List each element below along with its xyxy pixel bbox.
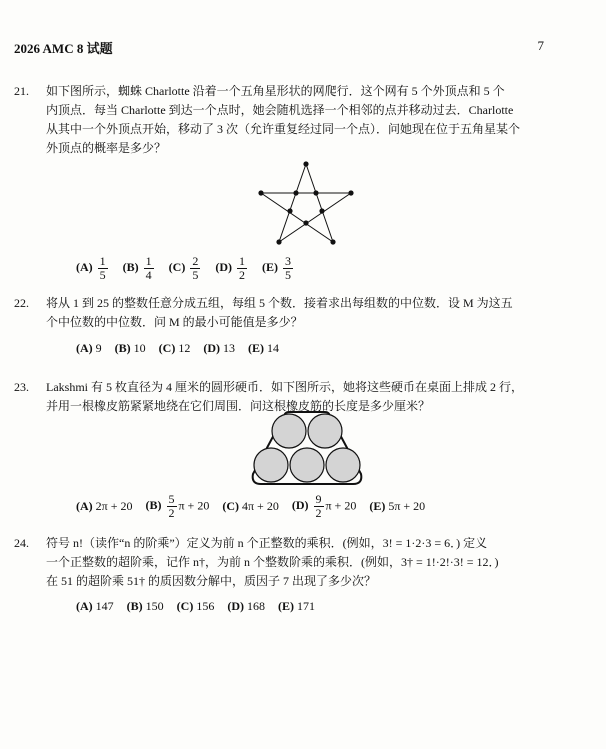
question-text-line: 一个正整数的超阶乘，记作 n†，为前 n 个整数阶乘的乘积．(例如，3† = 1!·2!·3! = 12．) — [46, 555, 499, 569]
question-text-line: 外顶点的概率是多少？ — [46, 141, 167, 155]
outer-vertex — [258, 190, 263, 195]
question-text-line: 并用一根橡皮筋紧紧地绕在它们周围．问这根橡皮筋的长度是多少厘米？ — [46, 399, 431, 413]
question-number: 23. — [14, 380, 29, 394]
answer-choice[interactable]: (B) 10 — [114, 340, 146, 355]
answer-choice[interactable]: (D) 13 — [203, 340, 236, 355]
coin — [308, 414, 342, 448]
inner-vertex — [319, 208, 324, 213]
question-22 — [14, 294, 556, 332]
question-text-line: 个中位数的中位数．问 M 的最小可能值是多少？ — [46, 315, 303, 329]
outer-vertex — [348, 190, 353, 195]
question-number: 21. — [14, 84, 29, 98]
answer-choice[interactable]: (B) 150 — [126, 598, 164, 613]
answer-choice[interactable]: (C) 4π + 20 — [222, 499, 279, 513]
coins-figure — [248, 410, 366, 488]
answer-choice[interactable]: (A) 2π + 20 — [76, 499, 133, 513]
answer-choice[interactable]: (D) $\frac{9}{2}$ π + 20 — [291, 492, 357, 520]
answer-choice[interactable]: (E) $\frac{3}{5}$ — [262, 254, 292, 282]
inner-vertex — [313, 190, 318, 195]
outer-vertex — [276, 239, 281, 244]
coin — [290, 448, 324, 482]
answer-choice[interactable]: (E) 14 — [248, 340, 280, 355]
outer-vertex — [330, 239, 335, 244]
answer-choice[interactable]: (A) 9 — [76, 340, 102, 355]
question-text-line: 内顶点．每当 Charlotte 到达一个点时，她会随机选择一个相邻的点并移动过去．Charlotte — [46, 103, 514, 117]
answer-choices-22 — [76, 340, 289, 356]
question-text-line: 从其中一个外顶点开始，移动了 3 次（允许重复经过同一个点）．问她现在位于五角星某个 — [46, 122, 521, 136]
answer-choice[interactable]: (C) 156 — [176, 598, 215, 613]
question-number: 22. — [14, 296, 29, 310]
coin — [326, 448, 360, 482]
question-number: 24. — [14, 536, 29, 550]
question-text-line: 在 51 的超阶乘 51† 的质因数分解中，质因子 7 出现了多少次？ — [46, 574, 377, 588]
answer-choice[interactable]: (A) $\frac{1}{5}$ — [76, 254, 106, 282]
answer-choice[interactable]: (B) $\frac{1}{4}$ — [122, 254, 152, 282]
answer-choice[interactable]: (A) 147 — [76, 598, 114, 613]
outer-vertex — [303, 161, 308, 166]
header-title: 2026 AMC 8 试题 — [14, 41, 113, 56]
question-24 — [14, 534, 556, 591]
answer-choices-23 — [76, 493, 435, 520]
coin — [254, 448, 288, 482]
inner-vertex — [293, 190, 298, 195]
answer-choice[interactable]: (E) 171 — [278, 598, 316, 613]
question-text-line: 将从 1 到 25 的整数任意分成五组，每组 5 个数．接着求出每组数的中位数．设 M 为这五 — [46, 296, 513, 310]
inner-vertex — [303, 220, 308, 225]
question-text-line: 符号 n!（读作“n 的阶乘”）定义为前 n 个正整数的乘积．(例如，3! = 1·2·3 = 6．) 定义 — [46, 536, 488, 550]
answer-choice[interactable]: (B) $\frac{5}{2}$ π + 20 — [145, 492, 210, 520]
answer-choice[interactable]: (C) 12 — [158, 340, 191, 355]
answer-choice[interactable]: (E) 5π + 20 — [369, 499, 426, 513]
answer-choice[interactable]: (D) $\frac{1}{2}$ — [215, 254, 246, 282]
answer-choices-21 — [76, 255, 305, 282]
question-text-line: Lakshmi 有 5 枚直径为 4 厘米的圆形硬币．如下图所示，她将这些硬币在桌面上排成 2 行， — [46, 380, 523, 394]
coin — [272, 414, 306, 448]
page-number: 7 — [537, 38, 544, 53]
pentagram-figure — [255, 160, 357, 246]
answer-choice[interactable]: (D) 168 — [227, 598, 266, 613]
inner-vertex — [287, 208, 292, 213]
answer-choices-24 — [76, 598, 325, 614]
question-21 — [14, 82, 556, 158]
question-text-line: 如下图所示，蜘蛛 Charlotte 沿着一个五角星形状的网爬行．这个网有 5 个外顶点和 5 个 — [46, 84, 505, 98]
answer-choice[interactable]: (C) $\frac{2}{5}$ — [168, 254, 199, 282]
